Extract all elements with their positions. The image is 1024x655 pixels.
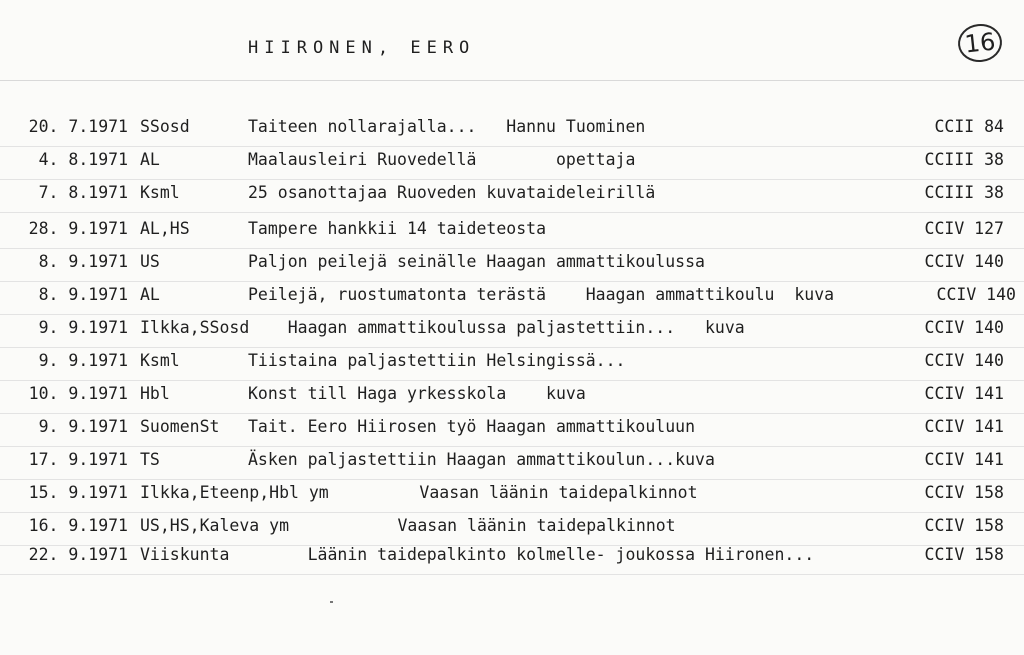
clipping-headline: Vaasan läänin taidepalkinnot <box>330 483 698 502</box>
clipping-ref: CCIV 127 <box>924 219 1004 238</box>
clipping-source: Hbl <box>140 384 170 403</box>
clipping-ref: CCIV 140 <box>936 285 1016 304</box>
clipping-source: US <box>140 252 160 271</box>
clipping-source: SuomenSt <box>140 417 220 436</box>
list-item <box>0 413 1024 447</box>
list-item <box>0 248 1024 282</box>
clipping-headline: Äsken paljastettiin Haagan ammattikoulun...kuva <box>248 450 715 469</box>
clipping-source: Ksml <box>140 351 180 370</box>
card-number: 16 <box>956 22 1004 64</box>
list-item <box>0 380 1024 414</box>
clipping-source: SSosd <box>140 117 190 136</box>
clipping-date: 4. 8.1971 <box>38 150 128 169</box>
clipping-ref: CCIV 140 <box>924 252 1004 271</box>
clipping-ref: CCIV 158 <box>924 545 1004 564</box>
card-title: HIIRONEN, EERO <box>248 38 476 58</box>
clipping-source: AL,HS <box>140 219 190 238</box>
clipping-ref: CCIV 141 <box>924 384 1004 403</box>
list-item <box>0 146 1024 180</box>
clipping-date: 8. 9.1971 <box>38 252 128 271</box>
clipping-ref: CCIV 158 <box>924 483 1004 502</box>
clipping-headline: Peilejä, ruostumatonta terästä Haagan ammattikoulu kuva <box>248 285 835 304</box>
clipping-source: US,HS,Kaleva ym <box>140 516 290 535</box>
clipping-headline: Läänin taidepalkinto kolmelle- joukossa Hiironen... <box>248 545 815 564</box>
clipping-date: 8. 9.1971 <box>38 285 128 304</box>
clipping-ref: CCIV 141 <box>924 450 1004 469</box>
list-item <box>0 281 1024 315</box>
clipping-date: 28. 9.1971 <box>28 219 128 238</box>
list-item <box>0 113 1024 147</box>
list-item <box>0 479 1024 513</box>
clipping-source: AL <box>140 150 160 169</box>
clipping-ref: CCIV 141 <box>924 417 1004 436</box>
clipping-ref: CCIII 38 <box>924 183 1004 202</box>
list-item <box>0 314 1024 348</box>
clipping-headline: Konst till Haga yrkesskola kuva <box>248 384 586 403</box>
clipping-date: 15. 9.1971 <box>28 483 128 502</box>
clipping-source: Viiskunta <box>140 545 230 564</box>
clipping-headline: Tampere hankkii 14 taideteosta <box>248 219 547 238</box>
clipping-date: 20. 7.1971 <box>28 117 128 136</box>
clipping-ref: CCIV 140 <box>924 351 1004 370</box>
clipping-headline: Vaasan läänin taidepalkinnot <box>318 516 676 535</box>
clipping-date: 9. 9.1971 <box>38 417 128 436</box>
clipping-date: 7. 8.1971 <box>38 183 128 202</box>
clipping-headline: Haagan ammattikoulussa paljastettiin... kuva <box>248 318 745 337</box>
clipping-date: 10. 9.1971 <box>28 384 128 403</box>
list-item <box>0 347 1024 381</box>
clipping-date: 9. 9.1971 <box>38 318 128 337</box>
clipping-source: TS <box>140 450 160 469</box>
clipping-ref: CCII 84 <box>934 117 1004 136</box>
clipping-date: 17. 9.1971 <box>28 450 128 469</box>
clipping-ref: CCIV 140 <box>924 318 1004 337</box>
clipping-date: 9. 9.1971 <box>38 351 128 370</box>
clipping-source: Ksml <box>140 183 180 202</box>
paper-speck <box>330 601 333 603</box>
list-item <box>0 446 1024 480</box>
clipping-ref: CCIV 158 <box>924 516 1004 535</box>
clipping-headline: Tait. Eero Hiirosen työ Haagan ammattikouluun <box>248 417 696 436</box>
clipping-headline: Maalausleiri Ruovedellä opettaja <box>248 150 636 169</box>
clipping-source: AL <box>140 285 160 304</box>
clipping-headline: Paljon peilejä seinälle Haagan ammattikoulussa <box>248 252 705 271</box>
list-item <box>0 215 1024 249</box>
clipping-headline: Taiteen nollarajalla... Hannu Tuominen <box>248 117 646 136</box>
clipping-headline: 25 osanottajaa Ruoveden kuvataideleirillä <box>248 183 656 202</box>
clipping-source: Ilkka,SSosd <box>140 318 250 337</box>
clipping-source: Ilkka,Eteenp,Hbl ym <box>140 483 329 502</box>
clipping-date: 16. 9.1971 <box>28 516 128 535</box>
clipping-headline: Tiistaina paljastettiin Helsingissä... <box>248 351 626 370</box>
header-rule <box>0 80 1024 81</box>
clipping-date: 22. 9.1971 <box>28 545 128 564</box>
list-item <box>0 541 1024 575</box>
list-item <box>0 179 1024 213</box>
clipping-ref: CCIII 38 <box>924 150 1004 169</box>
